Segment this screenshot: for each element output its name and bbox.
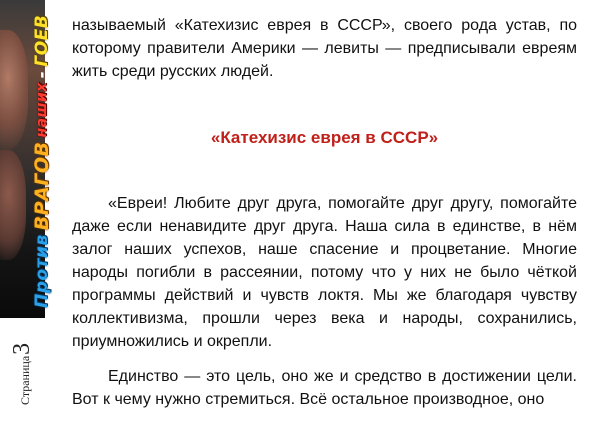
- sidebar: [0, 0, 53, 423]
- paragraph-2: Единство — это цель, оно же и средство в достижении цели. Вот к чему нужно стремиться. Всё остальное производное, оно: [72, 368, 577, 408]
- banner-word-vragov: ВРАГОВ: [31, 141, 53, 231]
- paragraph-1: «Евреи! Любите друг друга, помогайте друг другу, помогайте даже если ненавидите друг друга. Наша сила в единстве, в нём залог наших успехов, наше спасение и процветание. Многие народы погибли в рассеянии, потому что у них не было чёткой программы действий и чувств локтя. Мы же благодаря чувству коллективизма, прошли через века и народы, сохранились, приумножились и окрепли.: [72, 195, 577, 350]
- page-indicator: [9, 315, 33, 405]
- banner-word-nashih: наших: [34, 82, 50, 138]
- intro-paragraph: называемый «Катехизис еврея в СССР», своего рода устав, по которому правители Америки — левиты — предписывали евреям жить среди русских людей.: [72, 17, 577, 80]
- page-number: 3: [9, 342, 35, 355]
- section-heading: «Катехизис еврея в СССР»: [210, 128, 439, 147]
- banner-word-goev: ГОЕВ: [32, 14, 52, 67]
- banner-word-protiv: Против: [32, 234, 52, 308]
- banner-dash: -: [32, 70, 52, 79]
- document-body: [72, 14, 577, 411]
- book-title-vertical: [22, 0, 62, 318]
- page-label: Страница: [18, 355, 32, 405]
